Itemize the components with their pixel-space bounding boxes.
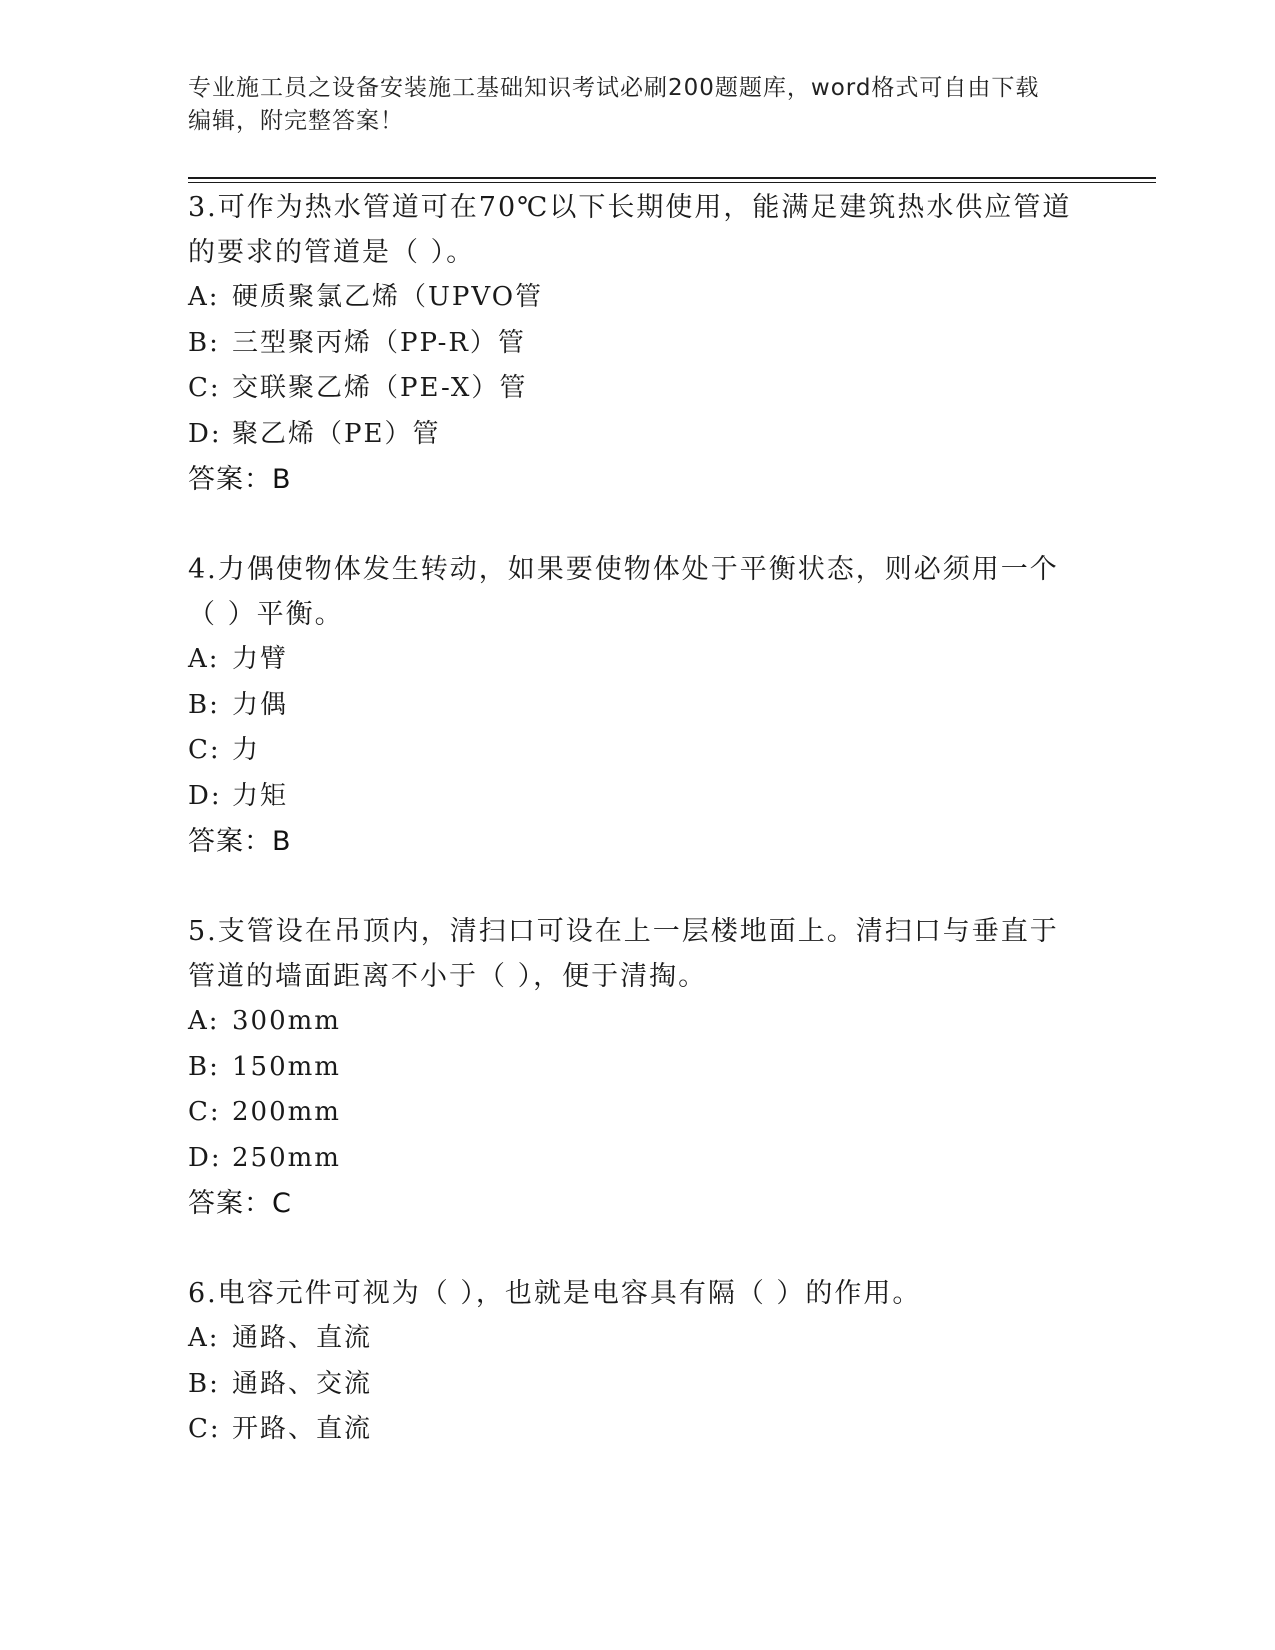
option-letter: A: [188,282,220,312]
option-text: 通路、交流 [232,1368,373,1399]
option-a [188,637,1088,683]
option-c [188,1090,1088,1136]
option-c [188,728,1088,774]
header-line-2: 编辑，附完整答案！ [188,108,404,134]
question-5 [188,909,1088,1226]
question-text: 5.支管设在吊顶内，清扫口可设在上一层楼地面上。清扫口与垂直于 [188,916,1059,947]
option-text: 150mm [232,1051,341,1082]
option-letter: A: [188,1323,220,1353]
option-letter: D: [188,1142,222,1173]
option-text: 聚乙烯（PE）管 [232,418,441,449]
option-text: 力 [232,735,261,765]
option-a [188,999,1088,1045]
option-letter: D: [188,780,222,811]
answer-line: 答案：C [188,1188,292,1219]
option-letter: B: [188,1368,220,1399]
option-text: 三型聚丙烯（PP-R）管 [232,327,526,358]
option-text: 力臂 [232,644,289,674]
option-text: 300mm [232,1006,341,1036]
option-letter: B: [188,1051,220,1082]
question-text: 的要求的管道是（ ）。 [188,237,476,268]
question-text: （ ）平衡。 [188,599,344,630]
option-letter: A: [188,1006,220,1036]
option-b [188,1362,1088,1408]
option-letter: B: [188,327,220,358]
option-d [188,774,1088,820]
option-text: 通路、直流 [232,1323,373,1353]
option-text: 交联聚乙烯（PE-X）管 [232,373,528,403]
option-text: 250mm [232,1142,341,1173]
option-letter: C: [188,735,221,765]
option-a [188,275,1088,321]
question-3 [188,185,1088,502]
question-6 [188,1271,1088,1453]
header-line-1: 专业施工员之设备安装施工基础知识考试必刷200题题库，word格式可自由下载 [188,75,1040,101]
option-letter: C: [188,1097,221,1127]
question-text: 6.电容元件可视为（ ），也就是电容具有隔（ ）的作用。 [188,1278,922,1309]
header-divider-thin [188,182,1156,183]
option-b [188,1045,1088,1091]
option-letter: B: [188,689,220,720]
answer-line: 答案：B [188,826,292,857]
header-divider-thick [188,177,1156,179]
option-letter: D: [188,418,222,449]
option-text: 开路、直流 [232,1414,373,1444]
question-text: 管道的墙面距离不小于（ ），便于清掏。 [188,961,708,992]
question-text: 3.可作为热水管道可在70℃以下长期使用，能满足建筑热水供应管道 [188,192,1072,223]
question-4 [188,547,1088,864]
option-b [188,683,1088,729]
option-a [188,1316,1088,1362]
option-d [188,1136,1088,1182]
option-text: 硬质聚氯乙烯（UPVO管 [232,282,544,312]
option-c [188,1407,1088,1453]
option-text: 力偶 [232,689,289,720]
option-letter: C: [188,373,221,403]
option-c [188,366,1088,412]
option-b [188,321,1088,367]
answer-line: 答案：B [188,464,292,495]
option-d [188,412,1088,458]
document-header [188,72,1068,138]
option-letter: C: [188,1414,221,1444]
option-text: 力矩 [232,780,289,811]
option-text: 200mm [232,1097,341,1127]
question-text: 4.力偶使物体发生转动，如果要使物体处于平衡状态，则必须用一个 [188,554,1059,585]
option-letter: A: [188,644,220,674]
